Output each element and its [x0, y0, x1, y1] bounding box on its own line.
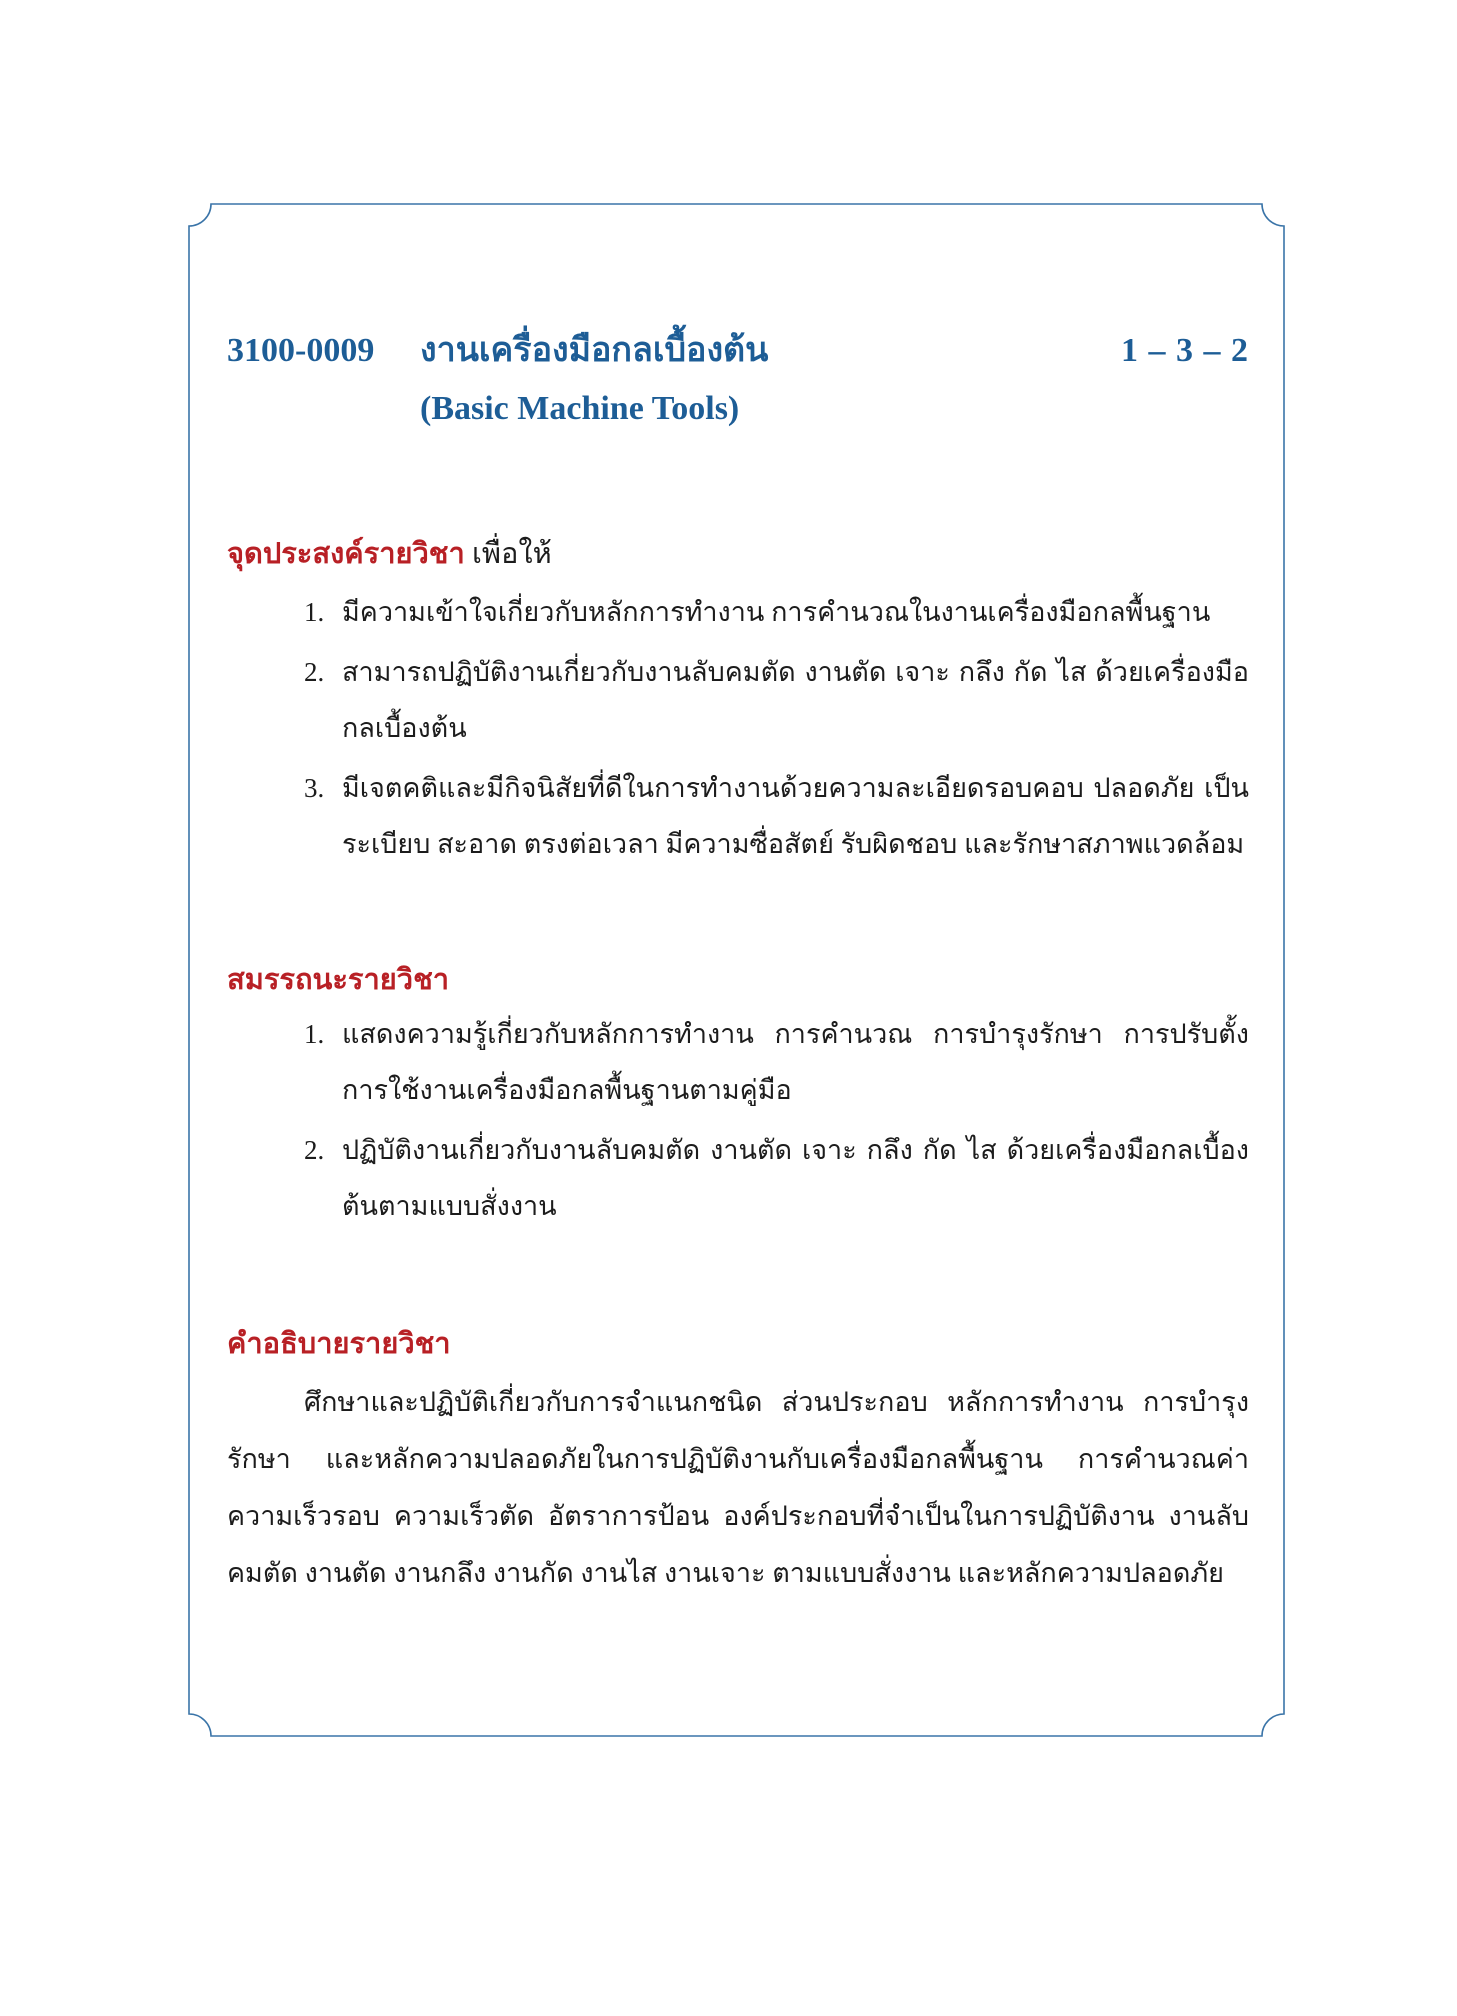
- objectives-heading: [227, 534, 552, 574]
- item-text: สามารถปฏิบัติงานเกี่ยวกับงานลับคมตัด งานตัด เจาะ กลึง กัด ไส ด้วยเครื่องมือกลเบื้องต้น: [342, 657, 1249, 743]
- description-heading: [227, 1324, 451, 1364]
- list-item: [304, 1006, 1249, 1118]
- item-number: 1.: [304, 1019, 325, 1049]
- description-heading-label: คำอธิบายรายวิชา: [227, 1328, 451, 1360]
- list-item: [304, 760, 1249, 872]
- competencies-list: [304, 1006, 1249, 1238]
- competencies-heading-label: สมรรถนะรายวิชา: [227, 964, 450, 996]
- list-item: [304, 644, 1249, 756]
- item-text: มีเจตคติและมีกิจนิสัยที่ดีในการทำงานด้วยความละเอียดรอบคอบ ปลอดภัย เป็นระเบียบ สะอาด ตรงต่อเวลา มีความซื่อสัตย์ รับผิดชอบ และรักษาสภาพแวดล้อม: [342, 773, 1249, 859]
- objectives-heading-tail: เพื่อให้: [472, 538, 552, 570]
- course-credits: 1 – 3 – 2: [1121, 332, 1249, 369]
- course-name-english: (Basic Machine Tools): [420, 390, 740, 427]
- item-text: ปฏิบัติงานเกี่ยวกับงานลับคมตัด งานตัด เจาะ กลึง กัด ไส ด้วยเครื่องมือกลเบื้องต้นตามแบบสั่งงาน: [342, 1135, 1249, 1221]
- item-text: แสดงความรู้เกี่ยวกับหลักการทำงาน การคำนวณ การบำรุงรักษา การปรับตั้ง การใช้งานเครื่องมือกลพื้นฐานตามคู่มือ: [342, 1019, 1249, 1105]
- course-description: ศึกษาและปฏิบัติเกี่ยวกับการจำแนกชนิด ส่วนประกอบ หลักการทำงาน การบำรุงรักษา และหลักความปลอดภัยในการปฏิบัติงานกับเครื่องมือกลพื้นฐาน การคำนวณค่าความเร็วรอบ ความเร็วตัด อัตราการป้อน องค์ประกอบที่จำเป็นในการปฏิบัติงาน งานลับคมตัด งานตัด งานกลึง งานกัด งานไส งานเจาะ ตามแบบสั่งงาน และหลักความปลอดภัย: [227, 1387, 1249, 1588]
- item-number: 2.: [304, 1135, 325, 1165]
- item-number: 2.: [304, 657, 325, 687]
- list-item: [304, 584, 1249, 640]
- item-text: มีความเข้าใจเกี่ยวกับหลักการทำงาน การคำนวณในงานเครื่องมือกลพื้นฐาน: [342, 597, 1211, 627]
- course-code: 3100-0009: [227, 332, 375, 369]
- course-name-thai: งานเครื่องมือกลเบื้องต้น: [420, 332, 769, 369]
- competencies-heading: [227, 960, 449, 1000]
- item-number: 3.: [304, 773, 325, 803]
- objectives-heading-label: จุดประสงค์รายวิชา: [227, 538, 465, 570]
- list-item: [304, 1122, 1249, 1234]
- item-number: 1.: [304, 597, 325, 627]
- objectives-list: [304, 584, 1249, 876]
